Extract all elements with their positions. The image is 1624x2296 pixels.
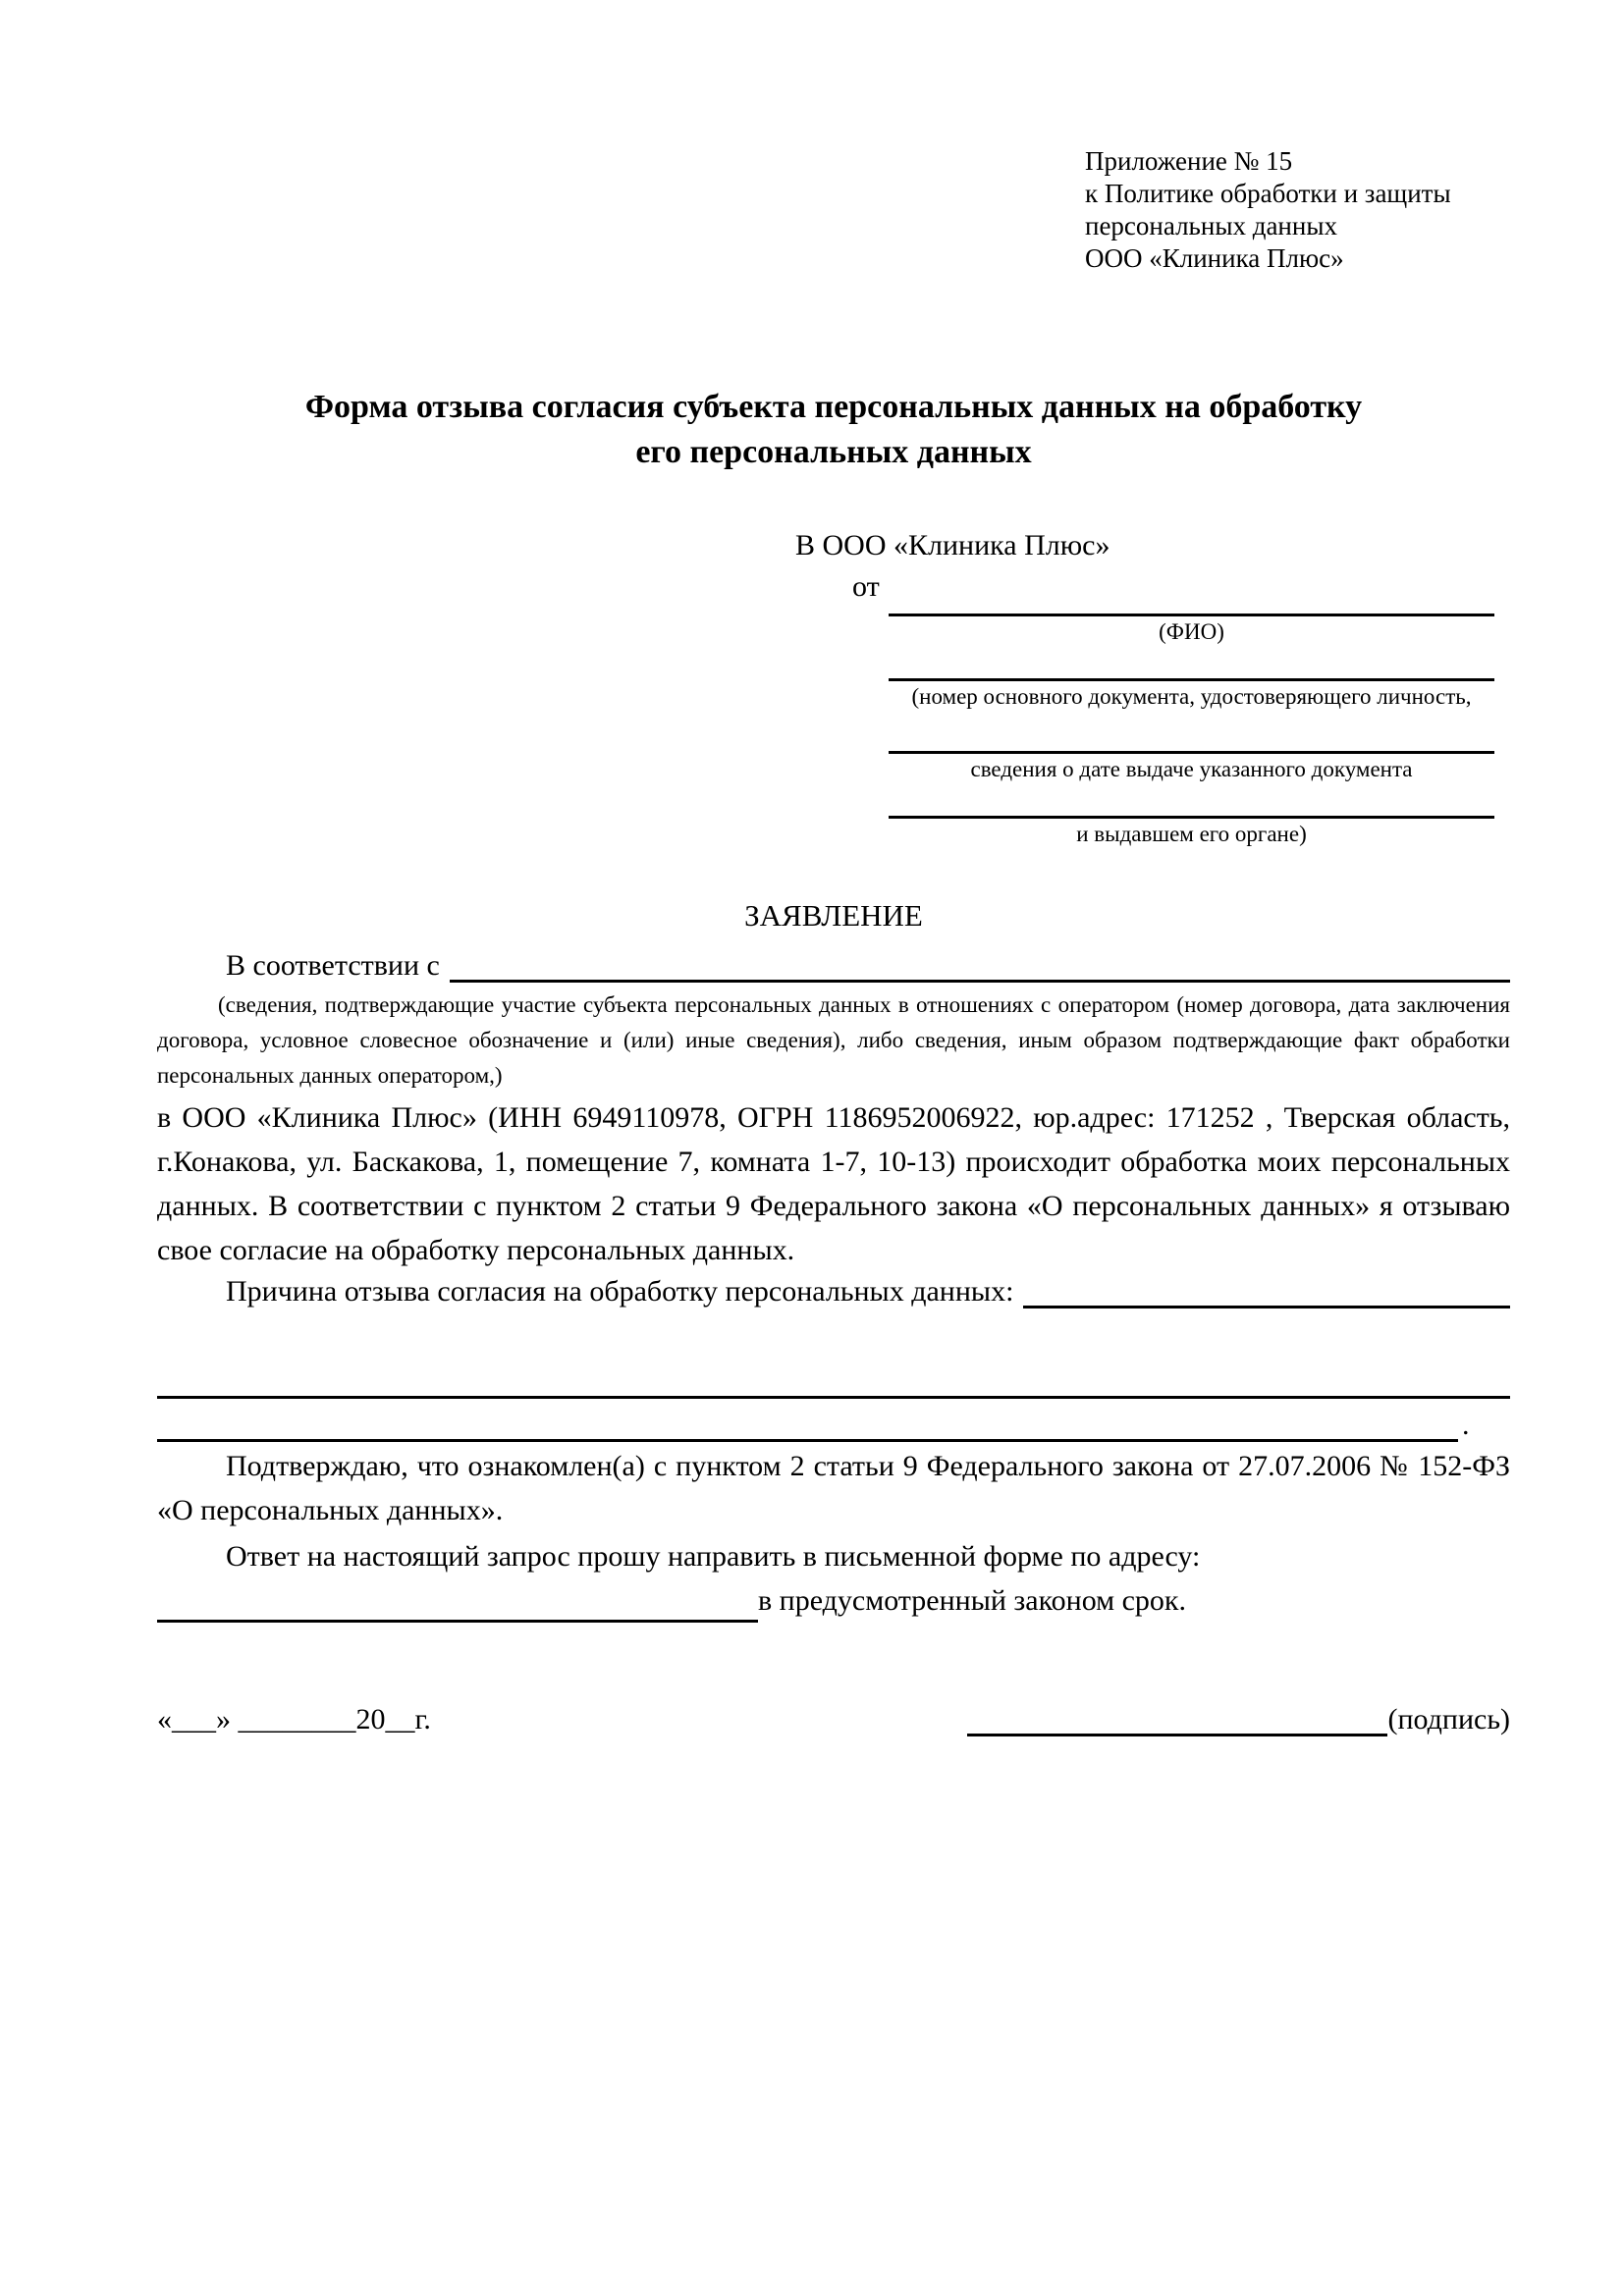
- document-number-field: [889, 678, 1494, 710]
- appendix-line: персональных данных: [1085, 211, 1337, 240]
- issue-date-field-line[interactable]: [889, 751, 1494, 754]
- date-blank[interactable]: «___» ________20__г.: [157, 1703, 431, 1735]
- reply-address-fill-line[interactable]: [157, 1587, 758, 1623]
- document-number-field-line[interactable]: [889, 678, 1494, 681]
- signature-fill-line[interactable]: [967, 1701, 1387, 1736]
- accordance-label: В соответствии с: [226, 949, 440, 982]
- issuing-authority-field: [889, 816, 1494, 847]
- fio-field-line[interactable]: [889, 614, 1494, 616]
- document-title-line: его персональных данных: [635, 434, 1032, 470]
- document-number-field-caption: (номер основного документа, удостоверяющего личность,: [911, 684, 1472, 709]
- reason-row: [157, 1273, 1510, 1308]
- reply-tail-text: в предусмотренный законом срок.: [758, 1584, 1186, 1617]
- fio-field: [889, 614, 1494, 645]
- signature-row: [157, 1701, 1510, 1736]
- addressee-from-label: от: [852, 570, 880, 603]
- reply-address-row: [157, 1578, 1510, 1623]
- addressee-block: [795, 529, 1494, 847]
- reply-request-paragraph: Ответ на настоящий запрос прошу направить в письменной форме по адресу:: [226, 1540, 1201, 1573]
- reason-write-line-2[interactable]: [157, 1399, 1458, 1442]
- appendix-line: к Политике обработки и защиты: [1085, 179, 1451, 208]
- document-title: [157, 385, 1510, 475]
- fio-field-caption: (ФИО): [1159, 619, 1224, 644]
- signature-area: [967, 1701, 1510, 1736]
- statement-heading: ЗАЯВЛЕНИЕ: [744, 898, 923, 933]
- signature-caption: (подпись): [1387, 1703, 1510, 1735]
- appendix-line: Приложение № 15: [1085, 146, 1293, 176]
- accordance-fill-line[interactable]: [450, 947, 1510, 983]
- reason-end-period: .: [1462, 1409, 1470, 1441]
- confirmation-paragraph: Подтверждаю, что ознакомлен(а) с пунктом 2 статьи 9 Федерального закона от 27.07.2006 № 152-ФЗ «О персональных данных».: [157, 1450, 1510, 1526]
- fine-print-note: (сведения, подтверждающие участие субъекта персональных данных в отношениях с оператором (номер договора, дата заключения договора, условное словесное обозначение и (или) иные сведения), либо сведения, иным образом подтверждающие факт обработки персональных данных оператором,): [157, 992, 1510, 1088]
- reason-write-line-2-row: [157, 1399, 1510, 1442]
- issuing-authority-field-line[interactable]: [889, 816, 1494, 819]
- issuing-authority-field-caption: и выдавшем его органе): [1076, 822, 1307, 846]
- accordance-row: [157, 947, 1510, 983]
- reason-fill-line[interactable]: [1023, 1273, 1510, 1308]
- document-title-line: Форма отзыва согласия субъекта персональных данных на обработку: [304, 389, 1363, 425]
- issue-date-field-caption: сведения о дате выдаче указанного документа: [970, 757, 1413, 781]
- appendix-block: [1085, 145, 1510, 275]
- issue-date-field: [889, 751, 1494, 782]
- reason-label: Причина отзыва согласия на обработку персональных данных:: [226, 1275, 1014, 1308]
- appendix-line: ООО «Клиника Плюс»: [1085, 243, 1344, 273]
- addressee-to: В ООО «Клиника Плюс»: [795, 529, 1110, 561]
- reason-write-line-1[interactable]: [157, 1350, 1510, 1399]
- body-paragraph: в ООО «Клиника Плюс» (ИНН 6949110978, ОГРН 1186952006922, юр.адрес: 171252 , Тверская область, г.Конакова, ул. Баскакова, 1, помещение 7, комната 1-7, 10-13) происходит обработка моих персональных данных. В соответствии с пунктом 2 статьи 9 Федерального закона «О персональных данных» я отзываю свое согласие на обработку персональных данных.: [157, 1101, 1510, 1266]
